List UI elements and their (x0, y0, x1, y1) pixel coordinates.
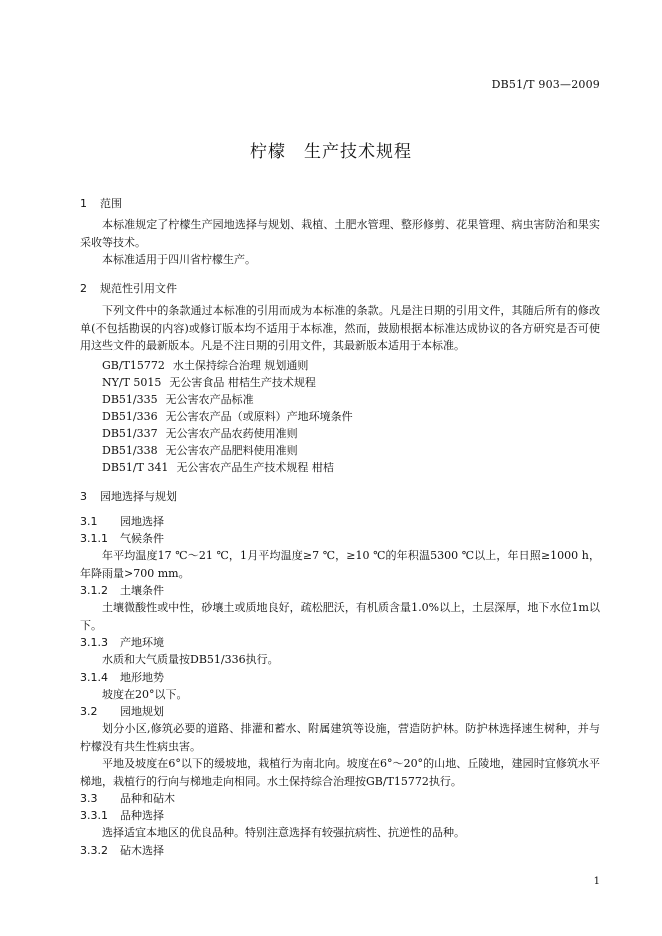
clause-title: 砧木选择 (120, 844, 164, 857)
clause-heading (80, 530, 164, 546)
clause-title: 产地环境 (120, 636, 164, 649)
subsection-number: 3.2 (80, 705, 98, 718)
reference-title: 水土保持综合治理 规划通则 (172, 359, 309, 372)
paragraph: 年平均温度17 ℃～21 ℃，1月平均温度≥7 ℃，≥10 ℃的年积温5300 ℃以上，年日照≥1000 h，年降雨量>700 mm。 (80, 549, 600, 580)
section-2-heading (80, 280, 177, 296)
page-title: 柠檬 生产技术规程 (250, 142, 412, 162)
reference-item (102, 391, 254, 407)
clause-heading (80, 807, 164, 823)
reference-code: DB51/338 (102, 444, 158, 457)
clause-heading (80, 634, 164, 650)
reference-item (102, 425, 298, 441)
paragraph: 坡度在20°以下。 (102, 688, 188, 701)
paragraph: 本标准规定了柠檬生产园地选择与规划、栽植、土肥水管理、整形修剪、花果管理、病虫害防治和果实采收等技术。 (80, 218, 600, 249)
clause-number: 3.1.3 (80, 636, 108, 649)
section-title: 园地选择与规划 (100, 490, 177, 503)
subsection-title: 园地规划 (120, 705, 164, 718)
clause-number: 3.3.2 (80, 844, 108, 857)
clause-heading (80, 842, 164, 858)
clause-number: 3.1.2 (80, 584, 108, 597)
reference-title: 无公害农产品（或原料）产地环境条件 (165, 410, 353, 423)
reference-title: 无公害农产品农药使用准则 (165, 427, 298, 440)
reference-item (102, 408, 353, 424)
reference-code: DB51/T 341 (102, 461, 169, 474)
reference-item (102, 357, 308, 373)
subsection-number: 3.1 (80, 515, 98, 528)
clause-title: 气候条件 (120, 532, 164, 545)
paragraph: 平地及坡度在6°以下的缓坡地，栽植行为南北向。坡度在6°～20°的山地、丘陵地，建园时宜修筑水平梯地，栽植行的行向与梯地走向相同。水土保持综合治理按GB/T15772执行。 (80, 757, 600, 788)
section-3-heading (80, 488, 177, 504)
section-1-heading (80, 195, 122, 211)
reference-title: 无公害农产品肥料使用准则 (165, 444, 298, 457)
paragraph: 下列文件中的条款通过本标准的引用而成为本标准的条款。凡是注日期的引用文件，其随后所有的修改单(不包括勘误的内容)或修订版本均不适用于本标准，然而，鼓励根据本标准达成协议的各方研究是否可使用这些文件的最新版本。凡是不注日期的引用文件，其最新版本适用于本标准。 (80, 304, 600, 352)
reference-title: 无公害食品 柑桔生产技术规程 (169, 376, 316, 389)
document-number: DB51/T 903—2009 (491, 78, 600, 91)
reference-title: 无公害农产品生产技术规程 柑桔 (176, 461, 334, 474)
clause-heading (80, 669, 164, 685)
reference-code: NY/T 5015 (102, 376, 162, 389)
clause-title: 土壤条件 (120, 584, 164, 597)
clause-heading (80, 582, 164, 598)
clause-number: 3.1.4 (80, 671, 108, 684)
page-number: 1 (593, 876, 600, 887)
subsection-title: 品种和砧木 (120, 792, 175, 805)
section-number: 3 (80, 490, 87, 503)
reference-code: DB51/336 (102, 410, 158, 423)
reference-item (102, 459, 334, 475)
reference-code: DB51/337 (102, 427, 158, 440)
clause-title: 地形地势 (120, 671, 164, 684)
subsection-heading (80, 513, 164, 529)
reference-title: 无公害农产品标准 (165, 393, 254, 406)
section-title: 范围 (100, 197, 122, 210)
reference-item (102, 442, 298, 458)
section-title: 规范性引用文件 (100, 282, 177, 295)
paragraph: 选择适宜本地区的优良品种。特别注意选择有较强抗病性、抗逆性的品种。 (102, 826, 465, 839)
paragraph: 水质和大气质量按DB51/336执行。 (102, 653, 279, 666)
section-number: 1 (80, 197, 87, 210)
clause-number: 3.3.1 (80, 809, 108, 822)
reference-item (102, 374, 316, 390)
paragraph: 本标准适用于四川省柠檬生产。 (102, 253, 256, 266)
clause-title: 品种选择 (120, 809, 164, 822)
subsection-heading (80, 790, 175, 806)
section-number: 2 (80, 282, 87, 295)
reference-code: DB51/335 (102, 393, 158, 406)
paragraph: 划分小区,修筑必要的道路、排灌和蓄水、附属建筑等设施，营造防护林。防护林选择速生树种，并与柠檬没有共生性病虫害。 (80, 722, 600, 753)
subsection-number: 3.3 (80, 792, 98, 805)
paragraph: 土壤微酸性或中性，砂壤土或质地良好，疏松肥沃，有机质含量1.0%以上，土层深厚，地下水位1m以下。 (80, 601, 600, 632)
subsection-title: 园地选择 (120, 515, 164, 528)
reference-code: GB/T15772 (102, 359, 165, 372)
clause-number: 3.1.1 (80, 532, 108, 545)
subsection-heading (80, 703, 164, 719)
